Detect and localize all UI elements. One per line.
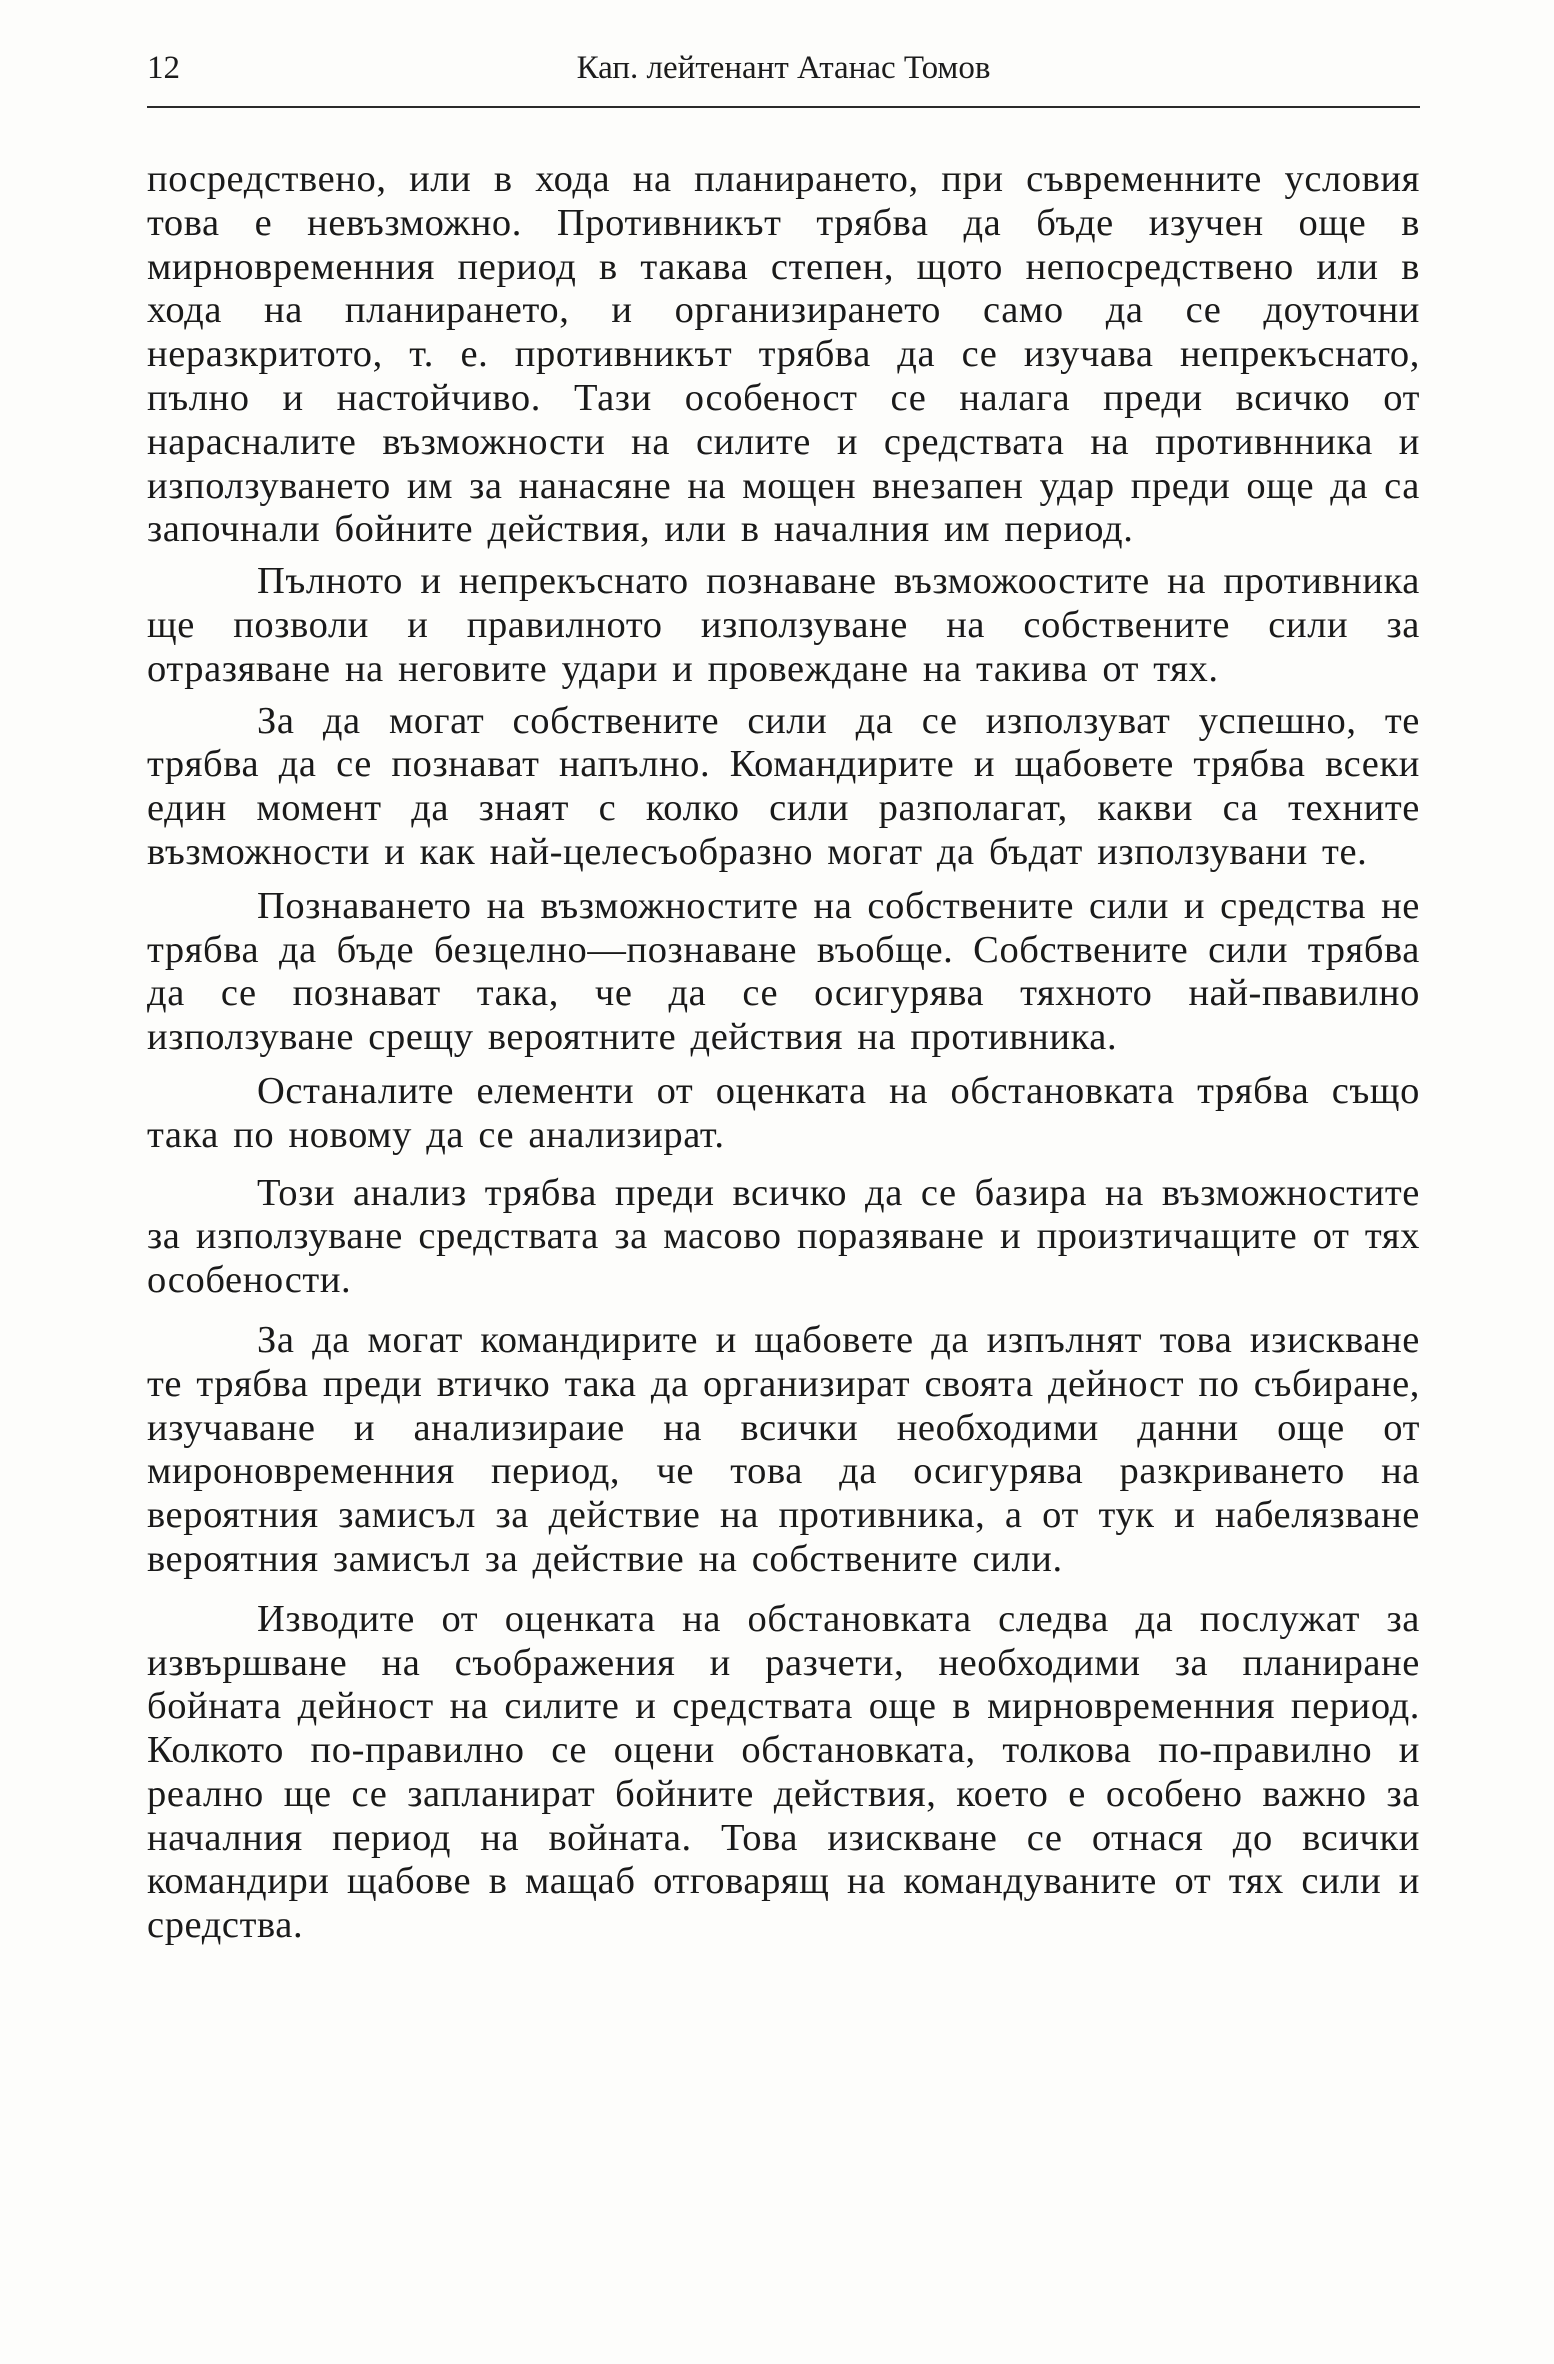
paragraph-5: Останалите елементи от оценката на обстановката трябва също така по новому да се анализират. bbox=[147, 1069, 1420, 1156]
page-number: 12 bbox=[147, 50, 180, 86]
body-text bbox=[147, 158, 1420, 1948]
paragraph-6: Този анализ трябва преди всичко да се базира на възможностите за използуване средствата за масово поразяване и произтичащите от тях особености. bbox=[147, 1171, 1420, 1302]
paragraph-1: посредствено, или в хода на планирането, при съвременните условия това е невъзможно. Противникът трябва да бъде изучен още в мирновременния период в такава степен, щото непосредствено или в хода на планирането, и организирането само да се доуточни неразкритото, т. е. противникът трябва да се изучава непрекъснато, пълно и настойчиво. Тази особеност се налага преди всичко от нарасналите възможности на силите и средствата на противнника и използуването им за нанасяне на мощен внезапен удар преди още да са започнали бойните действия, или в началния им период. bbox=[147, 158, 1420, 551]
paragraph-8: Изводите от оценката на обстановката следва да послужат за извършване на съображения и разчети, необходими за планиране бойната дейност на силите и средствата още в мирновременния период. Колкото по-правилно се оцени обстановката, толкова по-правилно и реално ще се запланират бойните действия, което е особено важно за началния период на войната. Това изискване се отнася до всички командири щабове в мащаб отговарящ на командуваните от тях сили и средства. bbox=[147, 1597, 1420, 1947]
paragraph-4: Познаването на възможностите на собствените сили и средства не трябва да бъде безцелно—познаване въобще. Собствените сили трябва да се познават така, че да се осигурява тяхното най-пвавилно използуване срещу вероятните действия на противника. bbox=[147, 884, 1420, 1059]
running-title: Кап. лейтенант Атанас Томов bbox=[576, 50, 991, 86]
paragraph-2: Пълното и непрекъснато познаване възможоостите на противника ще позволи и правилното използуване на собствените сили за отразяване на неговите удари и провеждане на такива от тях. bbox=[147, 560, 1420, 690]
paragraph-7: За да могат командирите и щабовете да изпълнят това изискване те трябва преди втичко така да организират своята дейност по събиране, изучаване и анализираие на всички необходими данни още от мироновременния период, че това да осигурява разкриването на вероятния замисъл за действие на противника, а от тук и набелязване вероятния замисъл за действие на собствените сили. bbox=[147, 1318, 1420, 1580]
header-rule bbox=[147, 106, 1420, 108]
running-head bbox=[147, 50, 1420, 100]
paragraph-3: За да могат собствените сили да се използуват успешно, те трябва да се познават напълно. Командирите и щабовете трябва всеки един момент да знаят с колко сили разполагат, какви са техните възможности и как най-целесъобразно могат да бъдат използувани те. bbox=[147, 699, 1420, 873]
